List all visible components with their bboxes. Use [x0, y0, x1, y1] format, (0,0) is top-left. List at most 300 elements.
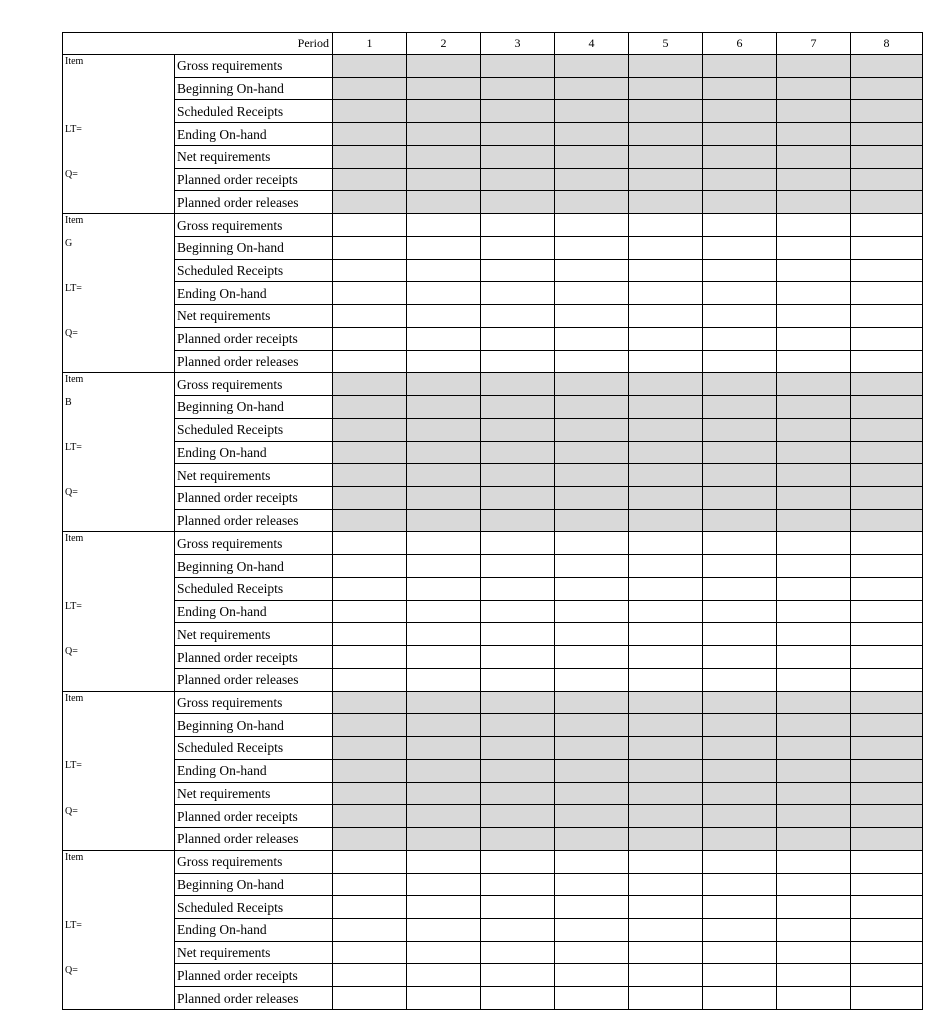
period-entry-cell[interactable]: [407, 441, 481, 464]
period-entry-cell[interactable]: [777, 214, 851, 237]
period-entry-cell[interactable]: [629, 828, 703, 851]
period-entry-cell[interactable]: [851, 464, 923, 487]
period-entry-cell[interactable]: [851, 600, 923, 623]
period-entry-cell[interactable]: [851, 964, 923, 987]
period-entry-cell[interactable]: [777, 714, 851, 737]
period-entry-cell[interactable]: [629, 987, 703, 1010]
period-entry-cell[interactable]: [555, 214, 629, 237]
period-entry-cell[interactable]: [333, 737, 407, 760]
period-entry-cell[interactable]: [407, 691, 481, 714]
period-entry-cell[interactable]: [481, 555, 555, 578]
period-entry-cell[interactable]: [407, 100, 481, 123]
period-entry-cell[interactable]: [407, 214, 481, 237]
period-entry-cell[interactable]: [555, 918, 629, 941]
period-entry-cell[interactable]: [703, 668, 777, 691]
period-entry-cell[interactable]: [851, 646, 923, 669]
period-entry-cell[interactable]: [703, 214, 777, 237]
period-entry-cell[interactable]: [407, 555, 481, 578]
period-entry-cell[interactable]: [851, 737, 923, 760]
period-entry-cell[interactable]: [407, 55, 481, 78]
period-entry-cell[interactable]: [555, 486, 629, 509]
period-entry-cell[interactable]: [481, 759, 555, 782]
period-entry-cell[interactable]: [703, 418, 777, 441]
period-entry-cell[interactable]: [407, 373, 481, 396]
period-entry-cell[interactable]: [555, 327, 629, 350]
period-entry-cell[interactable]: [851, 691, 923, 714]
period-entry-cell[interactable]: [333, 441, 407, 464]
period-entry-cell[interactable]: [851, 987, 923, 1010]
period-entry-cell[interactable]: [407, 486, 481, 509]
period-entry-cell[interactable]: [333, 77, 407, 100]
period-entry-cell[interactable]: [407, 896, 481, 919]
period-entry-cell[interactable]: [333, 964, 407, 987]
period-entry-cell[interactable]: [777, 373, 851, 396]
period-entry-cell[interactable]: [333, 145, 407, 168]
period-entry-cell[interactable]: [407, 305, 481, 328]
period-entry-cell[interactable]: [333, 805, 407, 828]
period-entry-cell[interactable]: [777, 759, 851, 782]
period-entry-cell[interactable]: [777, 282, 851, 305]
period-entry-cell[interactable]: [629, 145, 703, 168]
period-entry-cell[interactable]: [777, 168, 851, 191]
period-entry-cell[interactable]: [555, 123, 629, 146]
period-entry-cell[interactable]: [851, 850, 923, 873]
period-entry-cell[interactable]: [703, 691, 777, 714]
period-entry-cell[interactable]: [629, 77, 703, 100]
period-entry-cell[interactable]: [629, 964, 703, 987]
period-entry-cell[interactable]: [333, 600, 407, 623]
period-entry-cell[interactable]: [703, 396, 777, 419]
period-entry-cell[interactable]: [703, 941, 777, 964]
period-entry-cell[interactable]: [851, 828, 923, 851]
period-entry-cell[interactable]: [555, 646, 629, 669]
period-entry-cell[interactable]: [629, 805, 703, 828]
period-entry-cell[interactable]: [629, 282, 703, 305]
period-entry-cell[interactable]: [629, 441, 703, 464]
period-entry-cell[interactable]: [407, 623, 481, 646]
period-entry-cell[interactable]: [777, 123, 851, 146]
period-entry-cell[interactable]: [703, 623, 777, 646]
period-entry-cell[interactable]: [629, 691, 703, 714]
period-entry-cell[interactable]: [333, 373, 407, 396]
period-entry-cell[interactable]: [407, 327, 481, 350]
period-entry-cell[interactable]: [703, 918, 777, 941]
period-entry-cell[interactable]: [407, 714, 481, 737]
period-entry-cell[interactable]: [481, 850, 555, 873]
period-entry-cell[interactable]: [407, 282, 481, 305]
period-entry-cell[interactable]: [555, 759, 629, 782]
period-entry-cell[interactable]: [555, 55, 629, 78]
period-entry-cell[interactable]: [777, 555, 851, 578]
period-entry-cell[interactable]: [481, 55, 555, 78]
period-entry-cell[interactable]: [629, 714, 703, 737]
period-entry-cell[interactable]: [851, 373, 923, 396]
period-entry-cell[interactable]: [333, 759, 407, 782]
period-entry-cell[interactable]: [407, 941, 481, 964]
period-entry-cell[interactable]: [851, 486, 923, 509]
period-entry-cell[interactable]: [777, 850, 851, 873]
period-entry-cell[interactable]: [629, 850, 703, 873]
period-entry-cell[interactable]: [481, 259, 555, 282]
period-entry-cell[interactable]: [703, 782, 777, 805]
period-entry-cell[interactable]: [555, 191, 629, 214]
period-entry-cell[interactable]: [407, 396, 481, 419]
period-entry-cell[interactable]: [555, 350, 629, 373]
period-entry-cell[interactable]: [407, 918, 481, 941]
period-entry-cell[interactable]: [555, 782, 629, 805]
period-entry-cell[interactable]: [703, 987, 777, 1010]
period-entry-cell[interactable]: [481, 191, 555, 214]
period-entry-cell[interactable]: [481, 214, 555, 237]
period-entry-cell[interactable]: [555, 850, 629, 873]
period-entry-cell[interactable]: [481, 418, 555, 441]
period-entry-cell[interactable]: [703, 441, 777, 464]
period-entry-cell[interactable]: [407, 805, 481, 828]
period-entry-cell[interactable]: [555, 464, 629, 487]
period-entry-cell[interactable]: [333, 305, 407, 328]
period-entry-cell[interactable]: [407, 191, 481, 214]
period-entry-cell[interactable]: [333, 259, 407, 282]
period-entry-cell[interactable]: [629, 577, 703, 600]
period-entry-cell[interactable]: [851, 805, 923, 828]
period-entry-cell[interactable]: [555, 964, 629, 987]
period-entry-cell[interactable]: [333, 486, 407, 509]
period-entry-cell[interactable]: [333, 646, 407, 669]
period-entry-cell[interactable]: [481, 77, 555, 100]
period-entry-cell[interactable]: [407, 464, 481, 487]
period-entry-cell[interactable]: [703, 805, 777, 828]
period-entry-cell[interactable]: [703, 850, 777, 873]
period-entry-cell[interactable]: [333, 532, 407, 555]
period-entry-cell[interactable]: [407, 577, 481, 600]
period-entry-cell[interactable]: [555, 714, 629, 737]
period-entry-cell[interactable]: [555, 600, 629, 623]
period-entry-cell[interactable]: [851, 168, 923, 191]
period-entry-cell[interactable]: [481, 600, 555, 623]
period-entry-cell[interactable]: [555, 805, 629, 828]
period-entry-cell[interactable]: [481, 896, 555, 919]
period-entry-cell[interactable]: [851, 759, 923, 782]
period-entry-cell[interactable]: [629, 55, 703, 78]
period-entry-cell[interactable]: [777, 305, 851, 328]
period-entry-cell[interactable]: [555, 668, 629, 691]
period-entry-cell[interactable]: [555, 987, 629, 1010]
period-entry-cell[interactable]: [555, 77, 629, 100]
period-entry-cell[interactable]: [703, 577, 777, 600]
period-entry-cell[interactable]: [851, 214, 923, 237]
period-entry-cell[interactable]: [703, 77, 777, 100]
period-entry-cell[interactable]: [333, 509, 407, 532]
period-entry-cell[interactable]: [851, 555, 923, 578]
period-entry-cell[interactable]: [629, 600, 703, 623]
period-entry-cell[interactable]: [407, 873, 481, 896]
period-entry-cell[interactable]: [629, 418, 703, 441]
period-entry-cell[interactable]: [481, 668, 555, 691]
period-entry-cell[interactable]: [703, 532, 777, 555]
period-entry-cell[interactable]: [333, 55, 407, 78]
period-entry-cell[interactable]: [851, 668, 923, 691]
period-entry-cell[interactable]: [629, 532, 703, 555]
period-entry-cell[interactable]: [333, 327, 407, 350]
period-entry-cell[interactable]: [481, 100, 555, 123]
period-entry-cell[interactable]: [851, 327, 923, 350]
period-entry-cell[interactable]: [851, 123, 923, 146]
period-entry-cell[interactable]: [703, 373, 777, 396]
period-entry-cell[interactable]: [777, 100, 851, 123]
period-entry-cell[interactable]: [555, 737, 629, 760]
period-entry-cell[interactable]: [333, 350, 407, 373]
period-entry-cell[interactable]: [481, 123, 555, 146]
period-entry-cell[interactable]: [333, 214, 407, 237]
period-entry-cell[interactable]: [777, 623, 851, 646]
period-entry-cell[interactable]: [407, 532, 481, 555]
period-entry-cell[interactable]: [629, 168, 703, 191]
period-entry-cell[interactable]: [777, 805, 851, 828]
period-entry-cell[interactable]: [555, 259, 629, 282]
period-entry-cell[interactable]: [481, 532, 555, 555]
period-entry-cell[interactable]: [629, 918, 703, 941]
period-entry-cell[interactable]: [407, 828, 481, 851]
period-entry-cell[interactable]: [481, 782, 555, 805]
period-entry-cell[interactable]: [777, 441, 851, 464]
period-entry-cell[interactable]: [777, 191, 851, 214]
period-entry-cell[interactable]: [481, 305, 555, 328]
period-entry-cell[interactable]: [777, 236, 851, 259]
period-entry-cell[interactable]: [777, 509, 851, 532]
period-entry-cell[interactable]: [407, 236, 481, 259]
period-entry-cell[interactable]: [777, 668, 851, 691]
period-entry-cell[interactable]: [851, 77, 923, 100]
period-entry-cell[interactable]: [851, 918, 923, 941]
period-entry-cell[interactable]: [407, 600, 481, 623]
period-entry-cell[interactable]: [555, 145, 629, 168]
period-entry-cell[interactable]: [777, 828, 851, 851]
period-entry-cell[interactable]: [629, 646, 703, 669]
period-entry-cell[interactable]: [629, 100, 703, 123]
period-entry-cell[interactable]: [333, 191, 407, 214]
period-entry-cell[interactable]: [407, 77, 481, 100]
period-entry-cell[interactable]: [481, 236, 555, 259]
period-entry-cell[interactable]: [555, 623, 629, 646]
period-entry-cell[interactable]: [481, 737, 555, 760]
period-entry-cell[interactable]: [703, 123, 777, 146]
period-entry-cell[interactable]: [333, 987, 407, 1010]
period-entry-cell[interactable]: [555, 418, 629, 441]
period-entry-cell[interactable]: [629, 623, 703, 646]
period-entry-cell[interactable]: [629, 941, 703, 964]
period-entry-cell[interactable]: [407, 646, 481, 669]
period-entry-cell[interactable]: [703, 737, 777, 760]
period-entry-cell[interactable]: [555, 941, 629, 964]
period-entry-cell[interactable]: [333, 691, 407, 714]
period-entry-cell[interactable]: [407, 350, 481, 373]
period-entry-cell[interactable]: [333, 782, 407, 805]
period-entry-cell[interactable]: [333, 123, 407, 146]
period-entry-cell[interactable]: [407, 987, 481, 1010]
period-entry-cell[interactable]: [703, 100, 777, 123]
period-entry-cell[interactable]: [703, 236, 777, 259]
period-entry-cell[interactable]: [851, 418, 923, 441]
period-entry-cell[interactable]: [777, 873, 851, 896]
period-entry-cell[interactable]: [629, 486, 703, 509]
period-entry-cell[interactable]: [777, 896, 851, 919]
period-entry-cell[interactable]: [555, 441, 629, 464]
period-entry-cell[interactable]: [703, 964, 777, 987]
period-entry-cell[interactable]: [703, 759, 777, 782]
period-entry-cell[interactable]: [481, 941, 555, 964]
period-entry-cell[interactable]: [629, 896, 703, 919]
period-entry-cell[interactable]: [629, 873, 703, 896]
period-entry-cell[interactable]: [555, 282, 629, 305]
period-entry-cell[interactable]: [851, 55, 923, 78]
period-entry-cell[interactable]: [777, 600, 851, 623]
period-entry-cell[interactable]: [851, 941, 923, 964]
period-entry-cell[interactable]: [777, 941, 851, 964]
period-entry-cell[interactable]: [777, 646, 851, 669]
period-entry-cell[interactable]: [407, 123, 481, 146]
period-entry-cell[interactable]: [777, 350, 851, 373]
period-entry-cell[interactable]: [407, 418, 481, 441]
period-entry-cell[interactable]: [481, 282, 555, 305]
period-entry-cell[interactable]: [703, 350, 777, 373]
period-entry-cell[interactable]: [555, 168, 629, 191]
period-entry-cell[interactable]: [481, 646, 555, 669]
period-entry-cell[interactable]: [555, 100, 629, 123]
period-entry-cell[interactable]: [333, 555, 407, 578]
period-entry-cell[interactable]: [629, 123, 703, 146]
period-entry-cell[interactable]: [407, 850, 481, 873]
period-entry-cell[interactable]: [481, 714, 555, 737]
period-entry-cell[interactable]: [703, 896, 777, 919]
period-entry-cell[interactable]: [333, 668, 407, 691]
period-entry-cell[interactable]: [481, 828, 555, 851]
period-entry-cell[interactable]: [851, 100, 923, 123]
period-entry-cell[interactable]: [777, 418, 851, 441]
period-entry-cell[interactable]: [851, 532, 923, 555]
period-entry-cell[interactable]: [629, 396, 703, 419]
period-entry-cell[interactable]: [777, 464, 851, 487]
period-entry-cell[interactable]: [407, 168, 481, 191]
period-entry-cell[interactable]: [333, 282, 407, 305]
period-entry-cell[interactable]: [481, 464, 555, 487]
period-entry-cell[interactable]: [481, 577, 555, 600]
period-entry-cell[interactable]: [629, 236, 703, 259]
period-entry-cell[interactable]: [851, 896, 923, 919]
period-entry-cell[interactable]: [851, 577, 923, 600]
period-entry-cell[interactable]: [777, 396, 851, 419]
period-entry-cell[interactable]: [481, 373, 555, 396]
period-entry-cell[interactable]: [481, 918, 555, 941]
period-entry-cell[interactable]: [481, 396, 555, 419]
period-entry-cell[interactable]: [333, 577, 407, 600]
period-entry-cell[interactable]: [481, 486, 555, 509]
period-entry-cell[interactable]: [333, 918, 407, 941]
period-entry-cell[interactable]: [703, 486, 777, 509]
period-entry-cell[interactable]: [555, 896, 629, 919]
period-entry-cell[interactable]: [777, 691, 851, 714]
period-entry-cell[interactable]: [555, 305, 629, 328]
period-entry-cell[interactable]: [629, 305, 703, 328]
period-entry-cell[interactable]: [703, 168, 777, 191]
period-entry-cell[interactable]: [333, 850, 407, 873]
period-entry-cell[interactable]: [629, 214, 703, 237]
period-entry-cell[interactable]: [851, 873, 923, 896]
period-entry-cell[interactable]: [481, 987, 555, 1010]
period-entry-cell[interactable]: [333, 828, 407, 851]
period-entry-cell[interactable]: [703, 714, 777, 737]
period-entry-cell[interactable]: [629, 464, 703, 487]
period-entry-cell[interactable]: [851, 441, 923, 464]
period-entry-cell[interactable]: [703, 828, 777, 851]
period-entry-cell[interactable]: [703, 305, 777, 328]
period-entry-cell[interactable]: [481, 145, 555, 168]
period-entry-cell[interactable]: [555, 396, 629, 419]
period-entry-cell[interactable]: [629, 668, 703, 691]
period-entry-cell[interactable]: [777, 782, 851, 805]
period-entry-cell[interactable]: [481, 805, 555, 828]
period-entry-cell[interactable]: [777, 327, 851, 350]
period-entry-cell[interactable]: [555, 532, 629, 555]
period-entry-cell[interactable]: [407, 668, 481, 691]
period-entry-cell[interactable]: [481, 327, 555, 350]
period-entry-cell[interactable]: [407, 509, 481, 532]
period-entry-cell[interactable]: [629, 191, 703, 214]
period-entry-cell[interactable]: [555, 373, 629, 396]
period-entry-cell[interactable]: [629, 327, 703, 350]
period-entry-cell[interactable]: [407, 759, 481, 782]
period-entry-cell[interactable]: [851, 305, 923, 328]
period-entry-cell[interactable]: [333, 896, 407, 919]
period-entry-cell[interactable]: [481, 509, 555, 532]
period-entry-cell[interactable]: [629, 782, 703, 805]
period-entry-cell[interactable]: [481, 691, 555, 714]
period-entry-cell[interactable]: [703, 55, 777, 78]
period-entry-cell[interactable]: [851, 145, 923, 168]
period-entry-cell[interactable]: [703, 873, 777, 896]
period-entry-cell[interactable]: [777, 987, 851, 1010]
period-entry-cell[interactable]: [777, 918, 851, 941]
period-entry-cell[interactable]: [777, 532, 851, 555]
period-entry-cell[interactable]: [555, 555, 629, 578]
period-entry-cell[interactable]: [333, 941, 407, 964]
period-entry-cell[interactable]: [851, 782, 923, 805]
period-entry-cell[interactable]: [333, 873, 407, 896]
period-entry-cell[interactable]: [555, 236, 629, 259]
period-entry-cell[interactable]: [703, 145, 777, 168]
period-entry-cell[interactable]: [777, 486, 851, 509]
period-entry-cell[interactable]: [851, 282, 923, 305]
period-entry-cell[interactable]: [555, 691, 629, 714]
period-entry-cell[interactable]: [333, 396, 407, 419]
period-entry-cell[interactable]: [777, 145, 851, 168]
period-entry-cell[interactable]: [777, 259, 851, 282]
period-entry-cell[interactable]: [629, 555, 703, 578]
period-entry-cell[interactable]: [629, 259, 703, 282]
period-entry-cell[interactable]: [407, 145, 481, 168]
period-entry-cell[interactable]: [333, 714, 407, 737]
period-entry-cell[interactable]: [481, 350, 555, 373]
period-entry-cell[interactable]: [851, 623, 923, 646]
period-entry-cell[interactable]: [629, 373, 703, 396]
period-entry-cell[interactable]: [407, 259, 481, 282]
period-entry-cell[interactable]: [481, 168, 555, 191]
period-entry-cell[interactable]: [333, 100, 407, 123]
period-entry-cell[interactable]: [333, 418, 407, 441]
period-entry-cell[interactable]: [333, 236, 407, 259]
period-entry-cell[interactable]: [851, 714, 923, 737]
period-entry-cell[interactable]: [629, 350, 703, 373]
period-entry-cell[interactable]: [851, 236, 923, 259]
